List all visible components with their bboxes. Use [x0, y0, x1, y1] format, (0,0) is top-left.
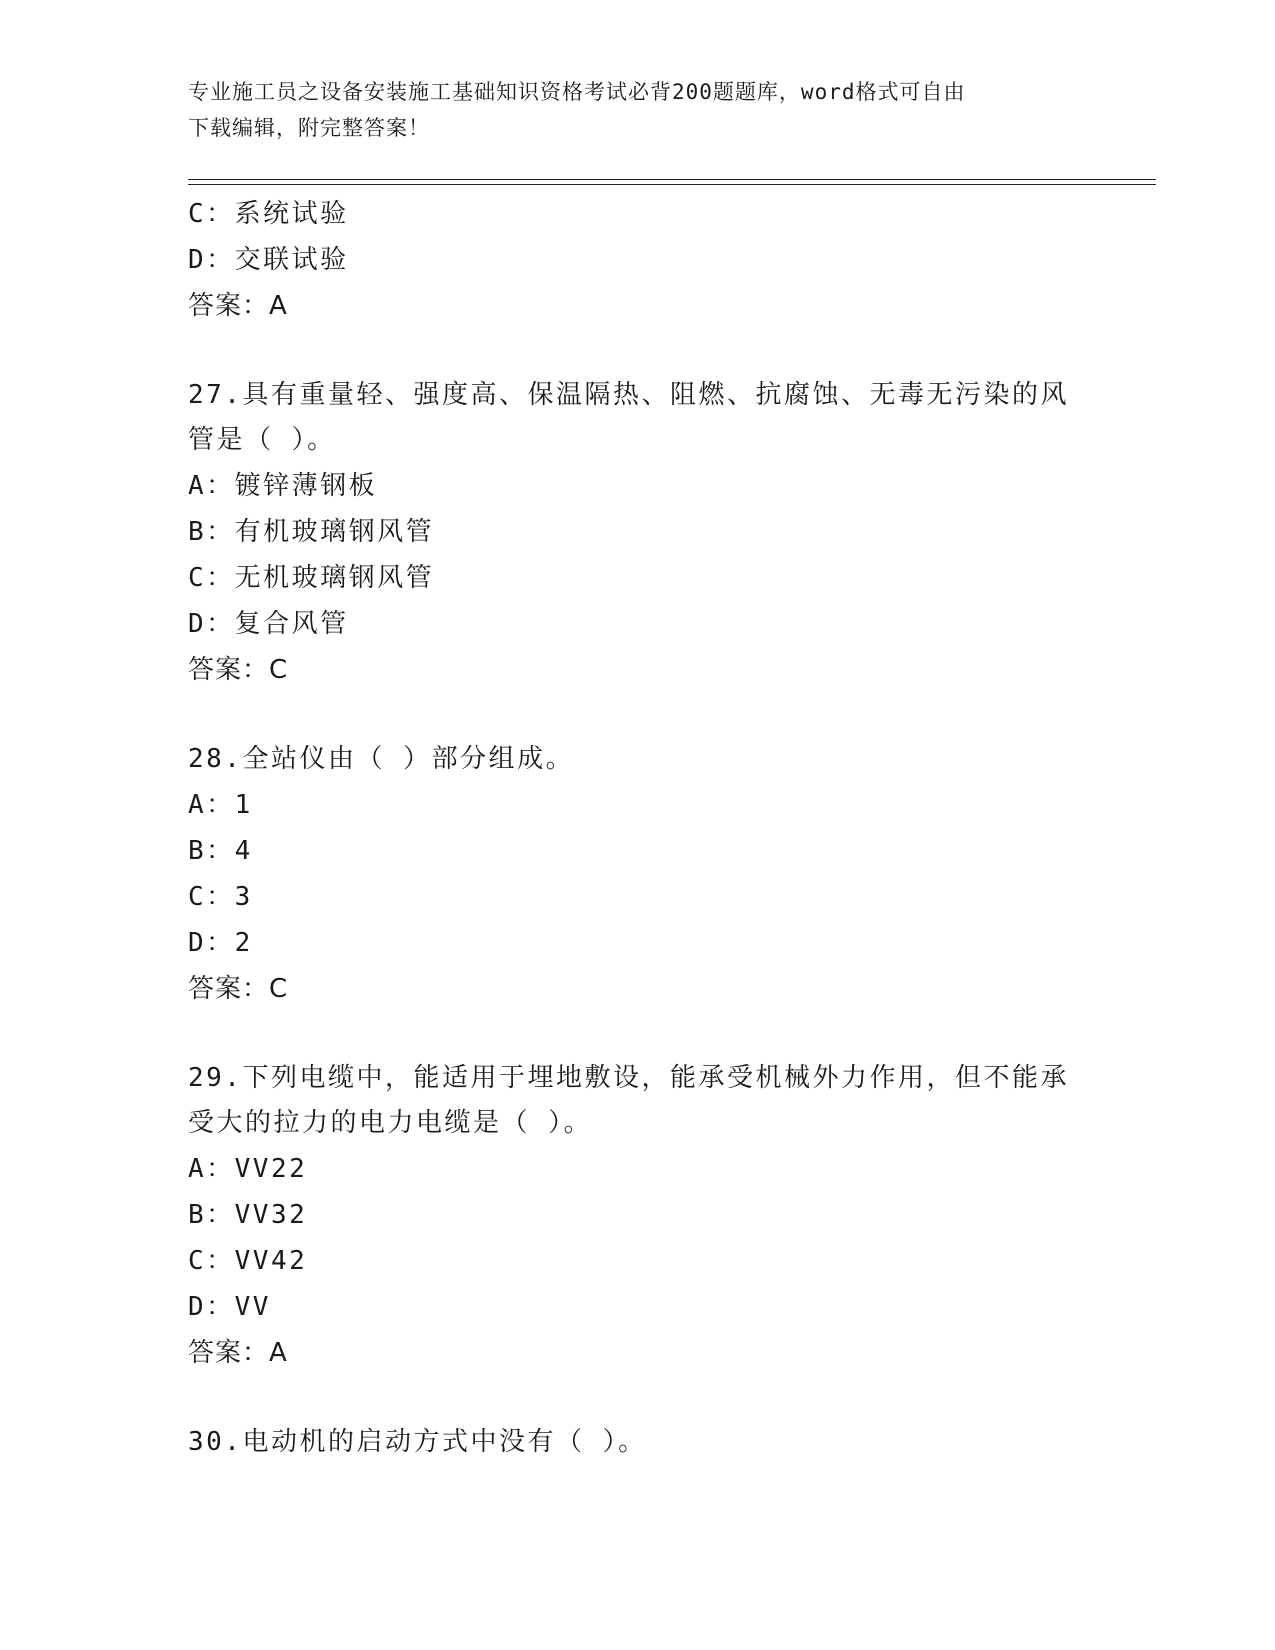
question-28-option-a: A：1	[188, 790, 253, 820]
question-29-text: 29.下列电缆中，能适用于埋地敷设，能承受机械外力作用，但不能承受大的拉力的电力电缆是（ ）。	[188, 1063, 1069, 1138]
question-28-text: 28.全站仪由（ ）部分组成。	[188, 744, 575, 774]
question-27-option-d: D：复合风管	[188, 609, 349, 639]
question-27-block	[188, 373, 1088, 693]
spacer	[188, 693, 1088, 737]
question-26-block	[188, 191, 1088, 329]
question-29-option-a: A：VV22	[188, 1154, 308, 1184]
header-rule-bottom	[188, 184, 1156, 185]
document-header	[188, 74, 1088, 146]
spacer	[188, 1012, 1088, 1056]
question-27-option-c: C：无机玻璃钢风管	[188, 563, 435, 593]
header-title-line-1: 专业施工员之设备安装施工基础知识资格考试必背200题题库，word格式可自由	[188, 80, 966, 104]
question-29-answer: 答案：A	[188, 1338, 288, 1368]
question-27-option-b: B：有机玻璃钢风管	[188, 517, 435, 547]
question-28-option-c: C：3	[188, 882, 253, 912]
header-title-line-2: 下载编辑，附完整答案！	[188, 116, 430, 140]
question-29-option-c: C：VV42	[188, 1246, 308, 1276]
question-26-option-c: C：系统试验	[188, 199, 349, 229]
question-28-option-b: B：4	[188, 836, 253, 866]
spacer	[188, 329, 1088, 373]
question-29-option-d: D：VV	[188, 1292, 271, 1322]
question-30-text: 30.电动机的启动方式中没有（ ）。	[188, 1427, 647, 1457]
question-28-block	[188, 737, 1088, 1012]
question-29-option-b: B：VV32	[188, 1200, 308, 1230]
question-26-answer: 答案：A	[188, 291, 288, 321]
question-28-option-d: D：2	[188, 928, 253, 958]
spacer	[188, 1376, 1088, 1420]
question-30-block	[188, 1420, 1088, 1465]
header-rule-top	[188, 179, 1156, 180]
question-27-answer: 答案：C	[188, 655, 289, 685]
question-29-block	[188, 1056, 1088, 1376]
question-27-text: 27.具有重量轻、强度高、保温隔热、阻燃、抗腐蚀、无毒无污染的风管是（ ）。	[188, 380, 1069, 455]
question-27-option-a: A：镀锌薄钢板	[188, 471, 378, 501]
question-list	[188, 191, 1088, 1465]
question-26-option-d: D：交联试验	[188, 245, 349, 275]
question-28-answer: 答案：C	[188, 974, 289, 1004]
